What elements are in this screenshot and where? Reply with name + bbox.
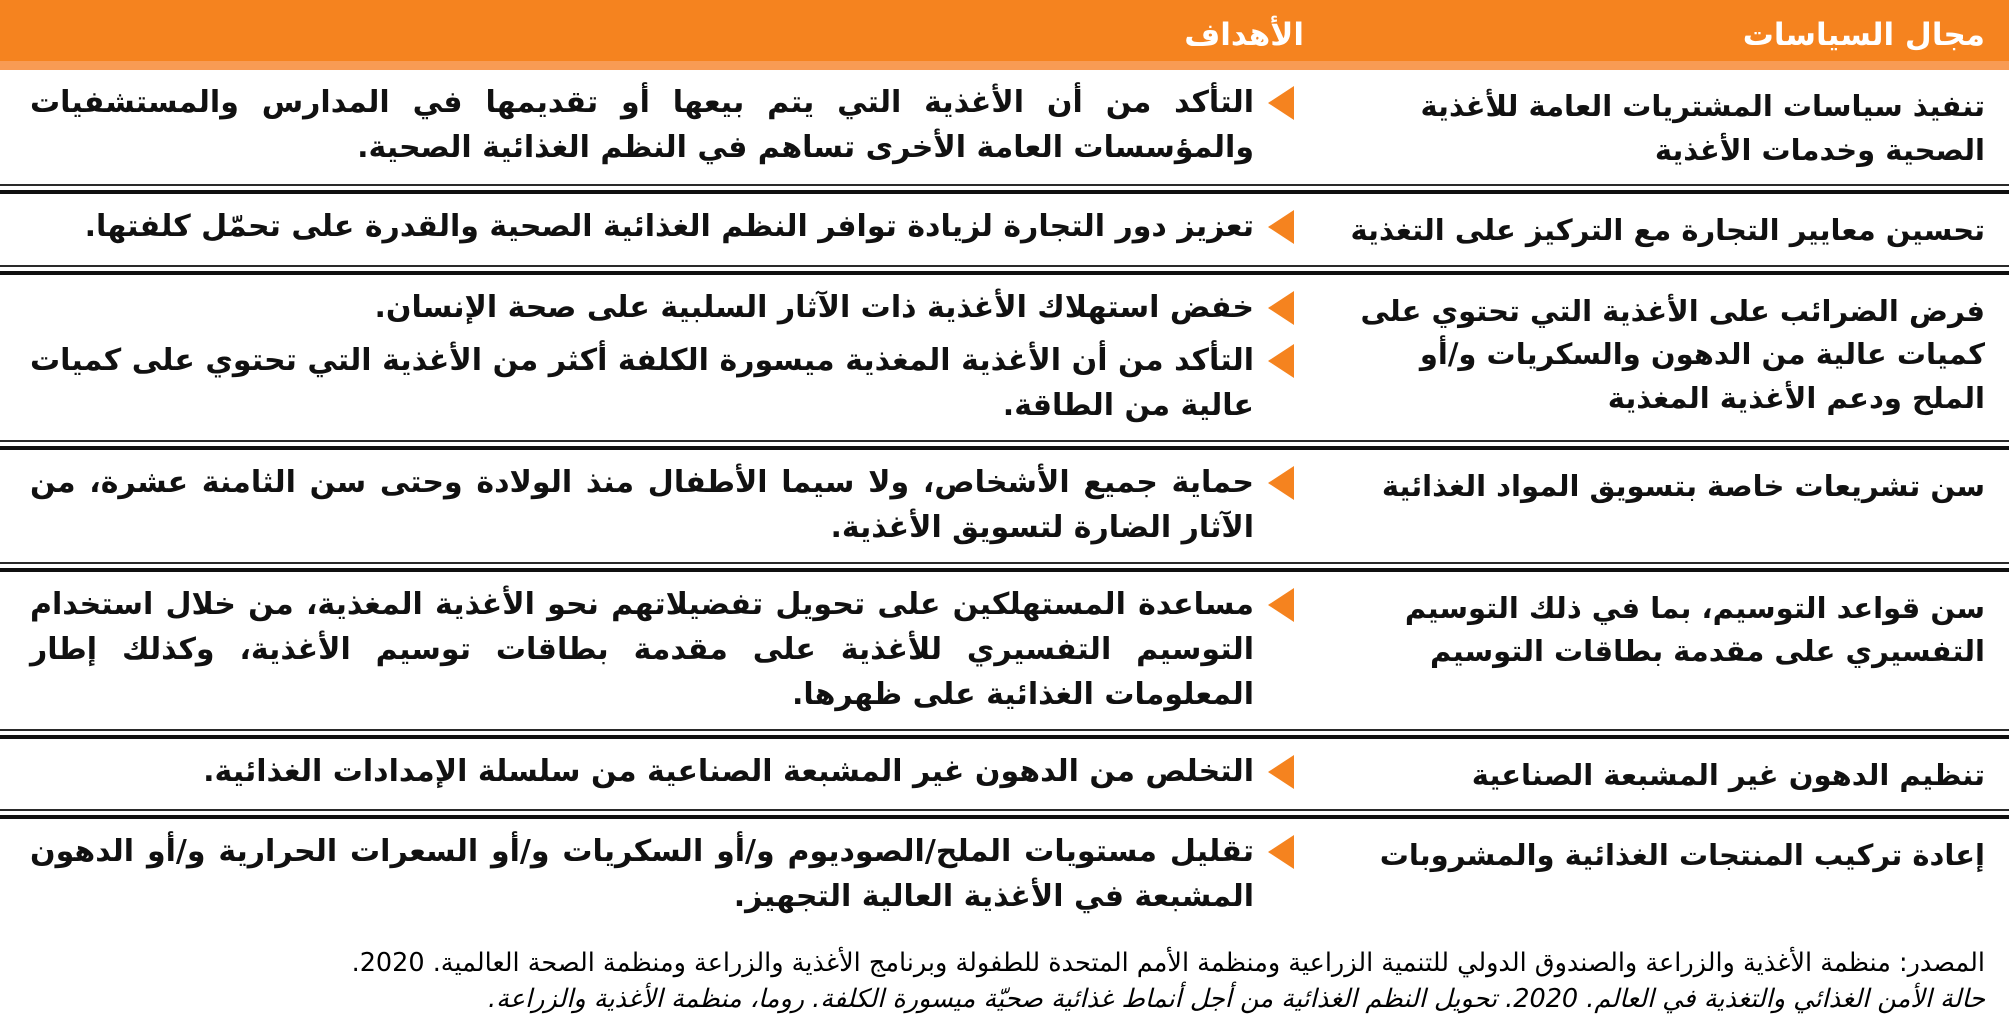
table-row (0, 194, 2009, 265)
objective-text: التأكد من أن الأغذية التي يتم بيعها أو تقديمها في المدارس والمستشفيات والمؤسسات العامة الأخرى تساهم في النظم الغذائية الصحية. (30, 85, 1254, 165)
table-row (0, 275, 2009, 440)
objective-item (30, 80, 1294, 170)
objective-text: التخلص من الدهون غير المشبعة الصناعية من سلسلة الإمدادات الغذائية. (203, 753, 1254, 789)
row-divider (0, 729, 2009, 739)
objective-text: تقليل مستويات الملح/الصوديوم و/أو السكريات و/أو السعرات الحرارية و/أو الدهون المشبعة في الأغذية العالية التجهيز. (30, 834, 1254, 914)
objective-item (30, 204, 1294, 249)
table-row (0, 70, 2009, 184)
policy-cell: سن قواعد التوسيم، بما في ذلك التوسيم التفسيري على مقدمة بطاقات التوسيم (1404, 590, 1985, 668)
row-divider (0, 562, 2009, 572)
objective-item (30, 749, 1294, 794)
table-row (0, 572, 2009, 729)
triangle-bullet-icon (1268, 466, 1294, 500)
objective-text: مساعدة المستهلكين على تحويل تفضيلاتهم نحو الأغذية المغذية، من خلال استخدام التوسيم التفسيري للأغذية على مقدمة بطاقات توسيم الأغذية، وكذلك إطار المعلومات الغذائية على ظهرها. (30, 586, 1254, 712)
triangle-bullet-icon (1268, 86, 1294, 120)
triangle-bullet-icon (1268, 344, 1294, 378)
policy-cell: تنظيم الدهون غير المشبعة الصناعية (1471, 757, 1985, 792)
objective-text: حماية جميع الأشخاص، ولا سيما الأطفال منذ الولادة وحتى سن الثامنة عشرة، من الآثار الضارة لتسويق الأغذية. (30, 464, 1254, 545)
triangle-bullet-icon (1268, 755, 1294, 789)
objectives-cell (0, 460, 1330, 550)
objectives-cell (0, 80, 1330, 172)
triangle-bullet-icon (1268, 291, 1294, 325)
row-divider (0, 809, 2009, 819)
triangle-bullet-icon (1268, 210, 1294, 244)
table-row (0, 450, 2009, 562)
objective-item (30, 829, 1294, 919)
table-row (0, 819, 2009, 931)
source-line-1: المصدر: منظمة الأغذية والزراعة والصندوق الدولي للتنمية الزراعية ومنظمة الأمم المتحدة للطفولة وبرنامج الأغذية والزراعة ومنظمة الصحة العالمية. 2020. (351, 948, 1985, 978)
objectives-cell (0, 582, 1330, 717)
row-divider (0, 440, 2009, 450)
source-line-2: حالة الأمن الغذائي والتغذية في العالم. 2020. تحويل النظم الغذائية من أجل أنماط غذائية صحيّة ميسورة الكلفة. روما، منظمة الأغذية والزراعة. (488, 984, 1985, 1015)
objective-text: تعزيز دور التجارة لزيادة توافر النظم الغذائية الصحية والقدرة على تحمّل كلفتها. (84, 209, 1254, 244)
source-note (0, 931, 2009, 1017)
policy-cell: تحسين معايير التجارة مع التركيز على التغذية (1350, 213, 1985, 247)
objectives-cell (0, 285, 1330, 428)
objective-text: خفض استهلاك الأغذية ذات الآثار السلبية على صحة الإنسان. (374, 289, 1254, 325)
triangle-bullet-icon (1268, 588, 1294, 622)
objectives-column-header: الأهداف (1184, 17, 1304, 53)
triangle-bullet-icon (1268, 835, 1294, 869)
objective-item (30, 285, 1294, 330)
policy-cell: فرض الضرائب على الأغذية التي تحتوي على كميات عالية من الدهون والسكريات و/أو الملح ودعم الأغذية المغذية (1360, 293, 1985, 415)
objective-item (30, 338, 1294, 428)
policy-cell: سن تشريعات خاصة بتسويق المواد الغذائية (1381, 468, 1985, 503)
policy-cell: إعادة تركيب المنتجات الغذائية والمشروبات (1379, 838, 1985, 872)
table-header-row (0, 0, 2009, 70)
policy-cell: تنفيذ سياسات المشتريات العامة للأغذية الصحية وخدمات الأغذية (1420, 89, 1985, 167)
objective-item (30, 582, 1294, 717)
objectives-cell (0, 204, 1330, 253)
objectives-cell (0, 829, 1330, 919)
objective-text: التأكد من أن الأغذية المغذية ميسورة الكلفة أكثر من الأغذية التي تحتوي على كميات عالية من الطاقة. (30, 342, 1254, 423)
table-row (0, 739, 2009, 810)
objectives-cell (0, 749, 1330, 798)
policy-area-column-header: مجال السياسات (1742, 17, 1985, 53)
row-divider (0, 265, 2009, 275)
objective-item (30, 460, 1294, 550)
row-divider (0, 184, 2009, 194)
